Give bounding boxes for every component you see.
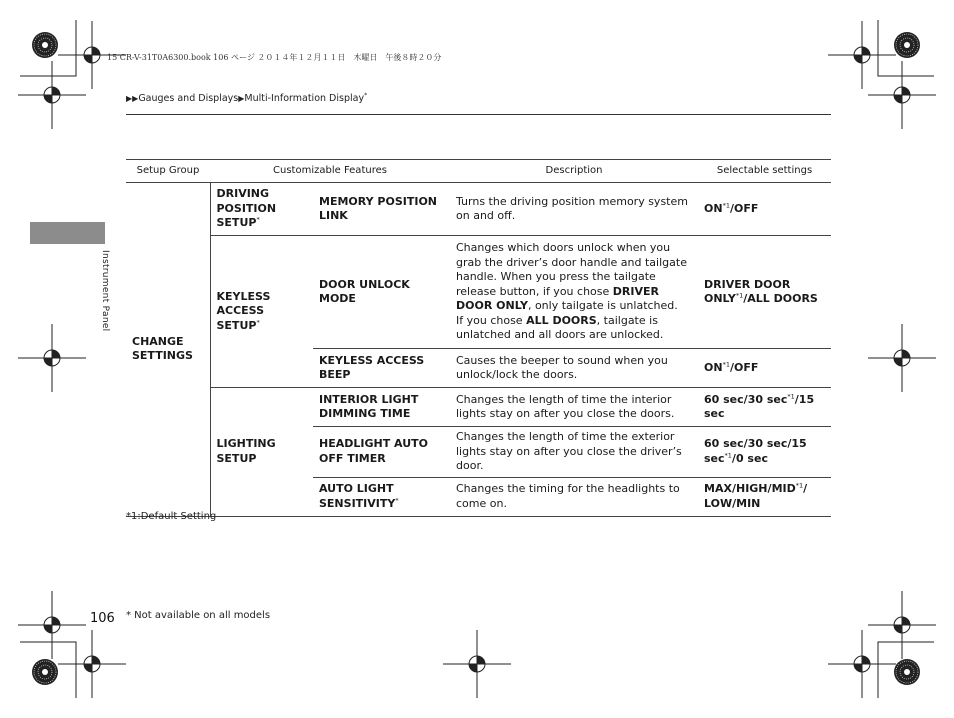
- feature-group-driving-position: DRIVING POSITION SETUP*: [210, 183, 313, 236]
- feature-memory-position-link: MEMORY POSITION LINK: [313, 183, 450, 236]
- star-mark-top-left: [32, 32, 58, 58]
- header-rule: [126, 114, 831, 115]
- breadcrumb-link-gauges[interactable]: Gauges and Displays: [138, 93, 239, 104]
- star-mark-bottom-right: [894, 659, 920, 685]
- settings-cell: 60 sec/30 sec/15 $\sec^{*1}/0$ sec: [698, 427, 831, 478]
- availability-note: * Not available on all models: [126, 610, 271, 621]
- header-customizable-features: Customizable Features: [210, 160, 450, 183]
- star-mark-bottom-left: [32, 659, 58, 685]
- table-row: [126, 236, 831, 349]
- feature-group-lighting: LIGHTING SETUP: [210, 388, 313, 517]
- description-cell: Changes which doors unlock when you grab the driver’s door handle and tailgate handle. When you press the tailgate release button, if you chose DRIVER DOOR ONLY, only tailgate is unlatched. If you chose ALL DOORS, tailgate is unlatched and all doors are unlocked.: [450, 236, 698, 349]
- star-mark-top-right: [894, 32, 920, 58]
- table-row: [126, 183, 831, 236]
- description-cell: Changes the length of time the exterior lights stay on after you close the driver’s door.: [450, 427, 698, 478]
- breadcrumb: [126, 93, 367, 104]
- settings-cell: 60 sec/30 $\sec^{*1}/15$ sec: [698, 388, 831, 427]
- description-cell: Causes the beeper to sound when you unlock/lock the doors.: [450, 349, 698, 388]
- feature-keyless-access-beep: KEYLESS ACCESS BEEP: [313, 349, 450, 388]
- header-selectable-settings: Selectable settings: [698, 160, 831, 183]
- default-setting-footnote: *1:Default Setting: [126, 511, 217, 522]
- breadcrumb-arrow-icon: ▶: [238, 94, 245, 103]
- print-header: 15 CR-V-31T0A6300.book 106 ページ ２０１４年１２月１１日 木曜日 午後８時２０分: [107, 53, 442, 62]
- table-header-row: [126, 160, 831, 183]
- breadcrumb-link-mid[interactable]: Multi-Information Display: [244, 93, 365, 104]
- settings-cell: MAX/HIGH/MID$^{*1}$/ LOW/MIN: [698, 477, 831, 516]
- side-section-label: Instrument Panel: [100, 250, 110, 332]
- description-cell: Changes the length of time the interior lights stay on after you close the doors.: [450, 388, 698, 427]
- header-description: Description: [450, 160, 698, 183]
- feature-interior-light-dimming-time: INTERIOR LIGHT DIMMING TIME: [313, 388, 450, 427]
- description-cell: Changes the timing for the headlights to come on.: [450, 477, 698, 516]
- breadcrumb-arrow-icon: ▶▶: [126, 94, 139, 103]
- page-number: 106: [90, 611, 115, 626]
- feature-headlight-auto-off-timer: HEADLIGHT AUTO OFF TIMER: [313, 427, 450, 478]
- settings-cell: DRIVER DOOR ONLY$^{*1}$/ALL DOORS: [698, 236, 831, 349]
- feature-group-keyless-access: KEYLESS ACCESS SETUP*: [210, 236, 313, 388]
- settings-cell: ON$^{*1}$/OFF: [698, 183, 831, 236]
- description-cell: Turns the driving position memory system on and off.: [450, 183, 698, 236]
- feature-door-unlock-mode: DOOR UNLOCK MODE: [313, 236, 450, 349]
- table-row: [126, 388, 831, 427]
- settings-cell: ON$^{*1}$/OFF: [698, 349, 831, 388]
- breadcrumb-star: *: [364, 91, 368, 99]
- settings-table: [126, 159, 831, 517]
- header-setup-group: Setup Group: [126, 160, 210, 183]
- side-section-tab: [30, 222, 105, 244]
- feature-auto-light-sensitivity: AUTO LIGHT SENSITIVITY*: [313, 477, 450, 516]
- setup-group-cell: CHANGE SETTINGS: [126, 183, 210, 517]
